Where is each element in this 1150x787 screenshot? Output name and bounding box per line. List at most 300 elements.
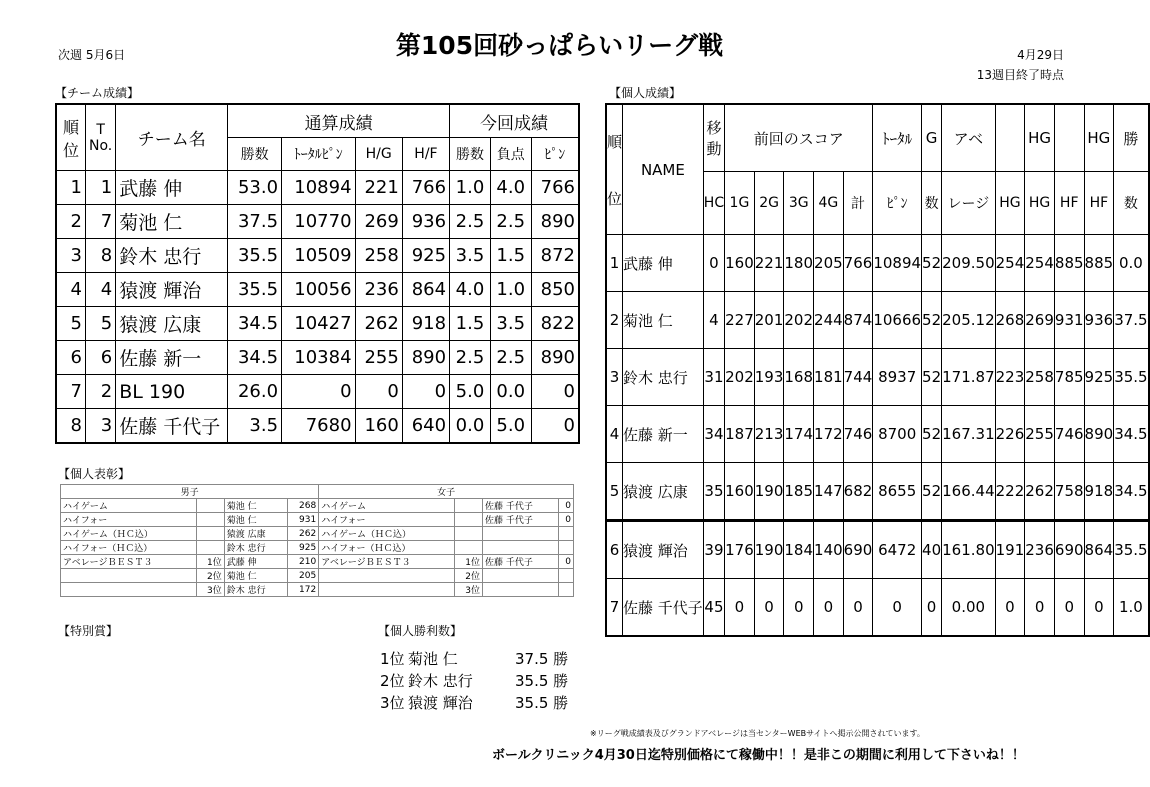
ind-cell-g1: 227 [725,292,755,349]
team-row [56,307,579,341]
ind-cell-g3: 174 [784,406,814,463]
awards-cell-m_rank [196,513,224,527]
team-cell-hg: 255 [355,341,402,375]
report-date: 4月29日 [1017,48,1064,62]
awards-cell-f_name: 佐藤 千代子 [483,499,559,513]
ind-cell-sum: 746 [843,406,873,463]
team-cell-cl: 3.5 [490,307,531,341]
ind-cell-hf: 690 [1054,521,1084,579]
team-cell-cl: 1.0 [490,273,531,307]
ind-col-header: HG [995,172,1025,235]
awards-cell-m_name: 武藤 伸 [224,555,287,569]
ind-cell-g3: 0 [784,579,814,637]
ind-cell-rank: 2 [606,292,623,349]
team-col-cur-wins: 勝数 [450,138,491,171]
ind-col-header: HF [1084,172,1114,235]
ind-cell-pins: 8937 [873,349,922,406]
team-cell-cw: 0.0 [450,409,491,444]
awards-cell-m_rank: 1位 [196,555,224,569]
ind-cell-games: 52 [922,292,942,349]
ind-cell-hf: 758 [1054,463,1084,521]
ind-cell-ave: 167.31 [942,406,996,463]
individual-section-label: 【個人成績】 [609,86,682,100]
ind-col-header: ﾋﾟﾝ [873,172,922,235]
awards-cell-m_cat [61,569,197,583]
awards-male-header: 男子 [61,485,319,499]
individual-row [606,406,1149,463]
awards-cell-m_val: 931 [287,513,319,527]
ind-cell-hc: 4 [703,292,724,349]
individual-row [606,579,1149,637]
ind-cell-g3: 184 [784,521,814,579]
team-cell-cl: 2.5 [490,341,531,375]
ind-cell-hg: 0 [995,579,1025,637]
team-cell-total: 10509 [282,239,355,273]
ind-cell-g2: 221 [754,235,784,292]
awards-cell-m_val: 925 [287,541,319,555]
team-cell-no: 2 [86,375,116,409]
team-cell-hf: 0 [402,375,449,409]
ind-cell-wins: 0.0 [1114,235,1149,292]
team-cell-wins: 26.0 [228,375,282,409]
team-cell-cp: 0 [531,375,579,409]
team-cell-cw: 2.5 [450,341,491,375]
team-cell-cw: 1.5 [450,307,491,341]
awards-cell-m_cat: アベレージＢＥＳＴ３ [61,555,197,569]
awards-label: 【個人表彰】 [58,467,131,481]
team-cell-cp: 0 [531,409,579,444]
ind-col-header: HC [703,172,724,235]
ind-cell-sum: 766 [843,235,873,292]
ind-cell-games: 52 [922,406,942,463]
win-count-wins: 35.5 勝 [515,672,569,690]
team-cell-no: 3 [86,409,116,444]
awards-cell-f_rank: 2位 [454,569,482,583]
awards-cell-f_rank [454,541,482,555]
ind-cell-g3: 185 [784,463,814,521]
ind-cell-pins: 10666 [873,292,922,349]
ind-cell-wins: 34.5 [1114,463,1149,521]
team-cell-wins: 37.5 [228,205,282,239]
ind-cell-games: 0 [922,579,942,637]
team-col-cur-pins: ﾋﾟﾝ [531,138,579,171]
team-cell-wins: 35.5 [228,273,282,307]
ind-cell-hghc: 0 [1025,579,1055,637]
awards-cell-m_val: 262 [287,527,319,541]
team-col-hg: H/G [355,138,402,171]
ind-cell-g4: 172 [814,406,844,463]
ind-cell-hc: 0 [703,235,724,292]
ind-cell-sum: 874 [843,292,873,349]
ind-cell-games: 52 [922,349,942,406]
ind-cell-g1: 0 [725,579,755,637]
team-cell-name: 武藤 伸 [116,171,228,205]
team-cell-wins: 35.5 [228,239,282,273]
team-cell-total: 10427 [282,307,355,341]
ind-cell-g4: 0 [814,579,844,637]
team-row [56,205,579,239]
ind-cell-g1: 176 [725,521,755,579]
ind-cell-hfhc: 864 [1084,521,1114,579]
ind-cell-wins: 1.0 [1114,579,1149,637]
team-cell-wins: 34.5 [228,341,282,375]
awards-cell-f_name [483,541,559,555]
ind-cell-games: 52 [922,235,942,292]
ind-col-header: 2G [754,172,784,235]
ind-cell-ave: 0.00 [942,579,996,637]
awards-cell-m_rank: 2位 [196,569,224,583]
awards-cell-f_name [483,527,559,541]
awards-cell-m_name: 鈴木 忠行 [224,541,287,555]
awards-cell-f_rank [454,527,482,541]
ind-header-rank-top: 順 位 [606,104,623,235]
awards-cell-m_cat [61,583,197,597]
ind-cell-g2: 0 [754,579,784,637]
team-cell-wins: 3.5 [228,409,282,444]
team-col-cur-loss: 負点 [490,138,531,171]
awards-cell-m_name: 猿渡 広康 [224,527,287,541]
ind-cell-hfhc: 918 [1084,463,1114,521]
awards-cell-f_cat: アベレージＢＥＳＴ３ [319,555,455,569]
ind-cell-wins: 34.5 [1114,406,1149,463]
team-cell-rank: 8 [56,409,86,444]
team-cell-cp: 890 [531,205,579,239]
team-row [56,375,579,409]
ind-cell-g4: 205 [814,235,844,292]
ind-cell-name: 佐藤 千代子 [623,579,704,637]
ind-cell-pins: 8700 [873,406,922,463]
awards-cell-m_rank [196,527,224,541]
ind-cell-ave: 171.87 [942,349,996,406]
ind-header-total: ﾄｰﾀﾙ [873,104,922,172]
ind-cell-g4: 140 [814,521,844,579]
ind-cell-g3: 168 [784,349,814,406]
ind-cell-g3: 202 [784,292,814,349]
team-cell-rank: 5 [56,307,86,341]
awards-row [61,527,574,541]
ind-cell-name: 菊池 仁 [623,292,704,349]
team-cell-total: 10770 [282,205,355,239]
ind-cell-hfhc: 885 [1084,235,1114,292]
awards-cell-f_val: 0 [558,513,573,527]
team-cell-wins: 34.5 [228,307,282,341]
ind-cell-hfhc: 0 [1084,579,1114,637]
status-note: 13週目終了時点 [976,68,1064,82]
ind-header-move: 移動 [703,104,724,172]
ind-cell-g2: 190 [754,463,784,521]
win-count-label: 【個人勝利数】 [378,624,463,638]
win-count-wins: 35.5 勝 [515,694,569,712]
team-cell-cp: 822 [531,307,579,341]
ind-cell-wins: 37.5 [1114,292,1149,349]
team-header-rank: 順位 [56,104,86,171]
ind-cell-ave: 205.12 [942,292,996,349]
team-cell-hg: 269 [355,205,402,239]
ind-cell-hg: 268 [995,292,1025,349]
awards-cell-m_name: 菊池 仁 [224,499,287,513]
ind-cell-hghc: 269 [1025,292,1055,349]
team-cell-name: 佐藤 新一 [116,341,228,375]
team-cell-cl: 5.0 [490,409,531,444]
team-cell-total: 10056 [282,273,355,307]
team-cell-rank: 3 [56,239,86,273]
awards-cell-f_rank [454,513,482,527]
ind-cell-hf: 0 [1054,579,1084,637]
ind-cell-name: 猿渡 広康 [623,463,704,521]
ind-cell-rank: 7 [606,579,623,637]
ind-header-hf: HG [1084,104,1114,172]
awards-cell-m_name: 菊池 仁 [224,513,287,527]
ind-col-header: 3G [784,172,814,235]
ind-header-name: NAME [623,104,704,235]
awards-row [61,555,574,569]
ind-cell-sum: 0 [843,579,873,637]
ind-cell-sum: 682 [843,463,873,521]
awards-cell-m_rank [196,541,224,555]
team-cell-no: 6 [86,341,116,375]
awards-female-header: 女子 [319,485,574,499]
team-cell-cw: 2.5 [450,205,491,239]
team-cell-cp: 890 [531,341,579,375]
footer-promo: ボールクリニック4月30日迄特別価格にて稼働中！！是非この期間に利用して下さいね！！ [492,748,1025,763]
team-cell-cl: 4.0 [490,171,531,205]
ind-col-header: 計 [843,172,873,235]
individual-row [606,292,1149,349]
team-row [56,341,579,375]
ind-cell-g2: 213 [754,406,784,463]
awards-cell-m_cat: ハイゲーム（ＨＣ込） [61,527,197,541]
ind-col-header: HF [1054,172,1084,235]
awards-cell-m_val: 268 [287,499,319,513]
team-cell-cl: 0.0 [490,375,531,409]
ind-cell-g1: 160 [725,463,755,521]
next-week: 次週 5月6日 [58,48,126,62]
awards-cell-m_val: 205 [287,569,319,583]
team-col-hf: H/F [402,138,449,171]
team-cell-cp: 872 [531,239,579,273]
ind-cell-g1: 160 [725,235,755,292]
ind-header-win: 勝 [1114,104,1149,172]
team-cell-no: 8 [86,239,116,273]
team-cell-no: 7 [86,205,116,239]
ind-cell-hc: 39 [703,521,724,579]
individual-stats-table [605,103,1150,637]
ind-cell-g4: 147 [814,463,844,521]
ind-col-header: HG [1025,172,1055,235]
awards-cell-f_rank: 1位 [454,555,482,569]
team-cell-rank: 6 [56,341,86,375]
team-cell-name: 猿渡 輝治 [116,273,228,307]
ind-cell-rank: 5 [606,463,623,521]
ind-cell-hg: 191 [995,521,1025,579]
team-cell-hf: 918 [402,307,449,341]
ind-cell-pins: 0 [873,579,922,637]
ind-cell-g4: 244 [814,292,844,349]
awards-cell-f_cat: ハイゲーム（ＨＣ込） [319,527,455,541]
awards-cell-f_rank [454,499,482,513]
ind-cell-hfhc: 936 [1084,292,1114,349]
ind-cell-hc: 45 [703,579,724,637]
awards-cell-m_name: 鈴木 忠行 [224,583,287,597]
team-cell-hg: 0 [355,375,402,409]
team-cell-name: 鈴木 忠行 [116,239,228,273]
ind-cell-pins: 10894 [873,235,922,292]
ind-cell-hg: 223 [995,349,1025,406]
team-cell-cw: 1.0 [450,171,491,205]
ind-cell-hf: 931 [1054,292,1084,349]
ind-cell-hg: 222 [995,463,1025,521]
awards-cell-m_cat: ハイフォー（ＨＣ込） [61,541,197,555]
team-section-label: 【チーム成績】 [55,86,140,100]
awards-cell-f_cat [319,569,455,583]
individual-row [606,349,1149,406]
ind-cell-g2: 190 [754,521,784,579]
ind-cell-g2: 201 [754,292,784,349]
team-cell-cw: 3.5 [450,239,491,273]
awards-cell-m_val: 210 [287,555,319,569]
ind-cell-hghc: 254 [1025,235,1055,292]
ind-header-g: G [922,104,942,172]
ind-cell-games: 40 [922,521,942,579]
ind-cell-ave: 161.80 [942,521,996,579]
team-cell-rank: 1 [56,171,86,205]
ind-cell-hfhc: 890 [1084,406,1114,463]
awards-row [61,583,574,597]
ind-cell-sum: 690 [843,521,873,579]
individual-row [606,463,1149,521]
ind-cell-wins: 35.5 [1114,521,1149,579]
team-cell-cl: 2.5 [490,205,531,239]
ind-cell-name: 猿渡 輝治 [623,521,704,579]
ind-cell-hghc: 258 [1025,349,1055,406]
ind-cell-hf: 885 [1054,235,1084,292]
footer-note: ※リーグ戦成績表及びグランドアベレージは当センターWEBサイトへ掲示公開されています。 [590,729,925,738]
awards-row [61,499,574,513]
win-count-wins: 37.5 勝 [515,650,569,668]
team-cell-name: 佐藤 千代子 [116,409,228,444]
awards-cell-m_cat: ハイフォー [61,513,197,527]
ind-cell-name: 佐藤 新一 [623,406,704,463]
ind-cell-games: 52 [922,463,942,521]
team-cell-total: 10894 [282,171,355,205]
team-header-current: 今回成績 [450,104,579,138]
awards-cell-f_cat: ハイフォー（ＨＣ込） [319,541,455,555]
team-cell-hg: 262 [355,307,402,341]
ind-cell-name: 鈴木 忠行 [623,349,704,406]
awards-cell-m_name: 菊池 仁 [224,569,287,583]
win-count-rank: 3位 [380,694,405,712]
team-cell-hf: 766 [402,171,449,205]
ind-cell-g2: 193 [754,349,784,406]
ind-cell-rank: 6 [606,521,623,579]
individual-row [606,235,1149,292]
ind-cell-name: 武藤 伸 [623,235,704,292]
ind-cell-g1: 187 [725,406,755,463]
team-header-no: T No. [86,104,116,171]
team-cell-total: 10384 [282,341,355,375]
team-cell-cl: 1.5 [490,239,531,273]
team-cell-hf: 890 [402,341,449,375]
ind-cell-hg: 254 [995,235,1025,292]
awards-cell-f_val: 0 [558,555,573,569]
team-row [56,239,579,273]
team-cell-cp: 850 [531,273,579,307]
team-cell-name: 菊池 仁 [116,205,228,239]
team-cell-cp: 766 [531,171,579,205]
team-cell-hg: 221 [355,171,402,205]
awards-cell-f_name [483,583,559,597]
team-header-name: チーム名 [116,104,228,171]
team-standings-table [55,103,580,444]
special-award-label: 【特別賞】 [58,624,119,638]
ind-header-hg: HG [1025,104,1055,172]
ind-cell-rank: 4 [606,406,623,463]
team-cell-hf: 925 [402,239,449,273]
team-cell-name: 猿渡 広康 [116,307,228,341]
awards-cell-m_rank: 3位 [196,583,224,597]
ind-cell-rank: 1 [606,235,623,292]
ind-cell-ave: 209.50 [942,235,996,292]
win-count-name: 猿渡 輝治 [408,694,473,712]
team-cell-hg: 258 [355,239,402,273]
ind-cell-hf: 746 [1054,406,1084,463]
ind-cell-g3: 180 [784,235,814,292]
ind-cell-hghc: 255 [1025,406,1055,463]
ind-col-header: レージ [942,172,996,235]
ind-cell-hc: 35 [703,463,724,521]
ind-col-header: 4G [814,172,844,235]
page-title: 第105回砂っぱらいリーグ戦 [395,31,724,60]
team-cell-hf: 936 [402,205,449,239]
team-col-wins: 勝数 [228,138,282,171]
team-cell-total: 0 [282,375,355,409]
ind-header-ave: アベ [942,104,996,172]
ind-col-header: 1G [725,172,755,235]
team-cell-rank: 7 [56,375,86,409]
individual-row [606,521,1149,579]
awards-cell-f_val [558,569,573,583]
team-cell-cw: 5.0 [450,375,491,409]
awards-cell-f_val [558,527,573,541]
ind-cell-pins: 8655 [873,463,922,521]
awards-cell-f_val [558,583,573,597]
team-cell-hg: 236 [355,273,402,307]
awards-cell-f_val: 0 [558,499,573,513]
awards-cell-f_name: 佐藤 千代子 [483,555,559,569]
win-count-name: 菊池 仁 [408,650,458,668]
team-cell-total: 7680 [282,409,355,444]
awards-cell-f_cat: ハイフォー [319,513,455,527]
awards-cell-f_name [483,569,559,583]
team-cell-no: 5 [86,307,116,341]
awards-row [61,513,574,527]
awards-cell-m_cat: ハイゲーム [61,499,197,513]
ind-cell-ave: 166.44 [942,463,996,521]
win-count-name: 鈴木 忠行 [408,672,473,690]
ind-cell-rank: 3 [606,349,623,406]
ind-cell-wins: 35.5 [1114,349,1149,406]
team-cell-cw: 4.0 [450,273,491,307]
team-col-total-pins: ﾄｰﾀﾙﾋﾟﾝ [282,138,355,171]
team-header-total: 通算成績 [228,104,450,138]
team-row [56,273,579,307]
team-row [56,409,579,444]
team-cell-name: BL 190 [116,375,228,409]
awards-cell-f_cat: ハイゲーム [319,499,455,513]
awards-cell-m_rank [196,499,224,513]
team-cell-rank: 4 [56,273,86,307]
ind-cell-g1: 202 [725,349,755,406]
